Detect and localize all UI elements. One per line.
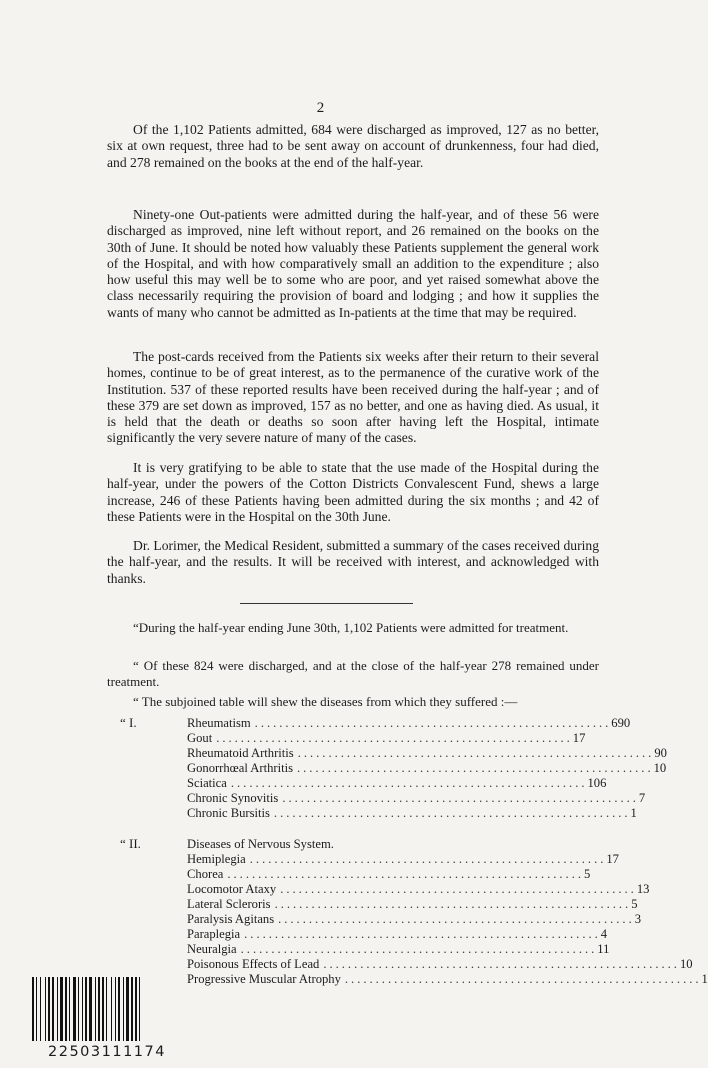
disease-name: Neuralgia [187,942,237,956]
barcode-bar [89,977,92,1041]
barcode-bar [115,977,116,1041]
group-label-one: “ I. [120,715,137,730]
table-row [187,776,607,790]
barcode-bar [82,977,83,1041]
barcode-bar [65,977,67,1041]
disease-name: Sciatica [187,776,227,790]
barcode-bar [45,977,46,1041]
disease-count: 11 [597,942,610,956]
disease-count: 5 [583,867,591,881]
barcode-bar [36,977,37,1041]
disease-name: Hemiplegia [187,852,246,866]
dot-leader: .......................................................... [249,852,607,866]
dot-leader: .......................................................... [230,776,588,790]
table-row [187,791,646,805]
barcode-bar [139,977,140,1041]
dot-leader: .......................................................... [227,867,584,881]
disease-name: Locomotor Ataxy [187,882,277,896]
dot-leader: .......................................................... [273,806,631,820]
barcode-bar [126,977,129,1041]
barcode-bar [73,977,76,1041]
barcode-bar [32,977,34,1041]
barcode [31,977,183,1041]
table-row [187,927,608,941]
disease-name: Rheumatoid Arthritis [187,746,294,760]
disease-count: 17 [606,852,619,866]
disease-count: 1 [701,972,708,986]
dot-leader: .......................................................... [280,882,637,896]
disease-count: 1 [630,806,637,820]
disease-count: 106 [587,776,607,790]
table-row [187,957,693,971]
disease-name: Rheumatism [187,716,251,730]
dot-leader: .......................................................... [297,746,655,760]
dot-leader: .......................................................... [296,761,654,775]
disease-count: 690 [611,716,631,730]
table-row [187,867,591,881]
barcode-bar [106,977,107,1041]
barcode-bar [78,977,79,1041]
barcode-bar [57,977,58,1041]
table-row [187,806,637,820]
barcode-bar [85,977,87,1041]
disease-name: Lateral Scleroris [187,897,271,911]
disease-count: 3 [634,912,642,926]
barcode-bar [102,977,104,1041]
disease-name: Progressive Muscular Atrophy [187,972,341,986]
section-divider [240,603,413,604]
paragraph-medical-resident: Dr. Lorimer, the Medical Resident, submitted a summary of the cases received during the half-year, and the results. It will be received with interest, and acknowledged with thanks. [107,538,599,586]
barcode-bar [52,977,54,1041]
paragraph-cotton-districts: It is very gratifying to be able to state that the use made of the Hospital during the half-year, under the powers of the Cotton Districts Convalescent Fund, shews a large increase, 246 of these Patients having been admitted during the six months ; and 42 of these Patients were in the Hospital on the 30th June. [107,460,599,524]
barcode-bar [123,977,124,1041]
disease-name: Paraplegia [187,927,241,941]
barcode-number: 22503111174 [48,1044,166,1060]
barcode-bar [135,977,137,1041]
disease-name: Chronic Bursitis [187,806,270,820]
barcode-bar [60,977,63,1041]
group-label-two: “ II. [120,836,141,851]
disease-name: Poisonous Effects of Lead [187,957,320,971]
quote-admitted: “During the half-year ending June 30th, 1,102 Patients were admitted for treatment. [133,620,569,635]
table-row [187,912,642,926]
disease-count: 7 [638,791,646,805]
dot-leader: .......................................................... [254,716,612,730]
disease-name: Paralysis Agitans [187,912,275,926]
dot-leader: .......................................................... [274,897,632,911]
table-row [187,972,708,986]
dot-leader: .......................................................... [282,791,639,805]
table-row [187,897,638,911]
disease-name: Chorea [187,867,224,881]
paragraph-admissions: Of the 1,102 Patients admitted, 684 were discharged as improved, 127 as no better, six at own request, three had to be sent away on account of drunkenness, four had died, and 278 remained on the books at the end of the half-year. [107,122,599,170]
barcode-bar [131,977,133,1041]
disease-count: 90 [654,746,667,760]
disease-count: 13 [636,882,650,896]
disease-count: 10 [679,957,693,971]
table-row [187,942,610,956]
barcode-bar [40,977,41,1041]
table-row [187,731,586,745]
quote-table-intro: “ The subjoined table will shew the diseases from which they suffered :— [133,694,518,709]
barcode-bar [69,977,70,1041]
barcode-bar [118,977,120,1041]
table-row [187,852,619,866]
table-row [187,746,667,760]
barcode-bar [98,977,100,1041]
disease-count: 17 [572,731,586,745]
disease-name: Gonorrhœal Arthritis [187,761,293,775]
barcode-bar [95,977,96,1041]
dot-leader: .......................................................... [344,972,702,986]
disease-count: 5 [631,897,638,911]
disease-name: Chronic Synovitis [187,791,279,805]
table-row [187,716,631,730]
table-row [187,761,667,775]
disease-count: 4 [600,927,608,941]
barcode-bar [48,977,50,1041]
nervous-system-heading: Diseases of Nervous System. [187,837,334,851]
page-number: 2 [316,100,325,116]
barcode-bar [111,977,112,1041]
disease-name: Gout [187,731,213,745]
paragraph-out-patients: Ninety-one Out-patients were admitted during the half-year, and of these 56 were discharged as improved, nine left without report, and 26 remained on the books on the 30th of June. It should be noted how valuably these Patients supplement the general work of the Hospital, and with how comparatively small an addition to the expenditure ; also how useful this may well be to some who are poor, and yet raised somewhat above the class necessarily requiring the provision of board and lodging ; and how it supplies the wants of many who cannot be admitted as In-patients at the time that may be required. [107,207,599,320]
dot-leader: .......................................................... [216,731,573,745]
dot-leader: .......................................................... [240,942,598,956]
table-row [187,882,650,896]
dot-leader: .......................................................... [244,927,601,941]
dot-leader: .......................................................... [323,957,680,971]
paragraph-post-cards: The post-cards received from the Patients six weeks after their return to their several homes, continue to be of great interest, as to the permanence of the curative work of the Institution. 537 of these reported results have been received during the half-year ; and of these 379 are set down as improved, 157 as no better, and one as having died. As usual, it is held that the death or deaths so soon after having left the Hospital, intimate significantly the very severe nature of many of the cases. [107,349,599,446]
dot-leader: .......................................................... [278,912,635,926]
disease-count: 10 [653,761,667,775]
group-heading [187,837,573,851]
quote-discharged: “ Of these 824 were discharged, and at the close of the half-year 278 remained under treatment. [107,658,599,689]
